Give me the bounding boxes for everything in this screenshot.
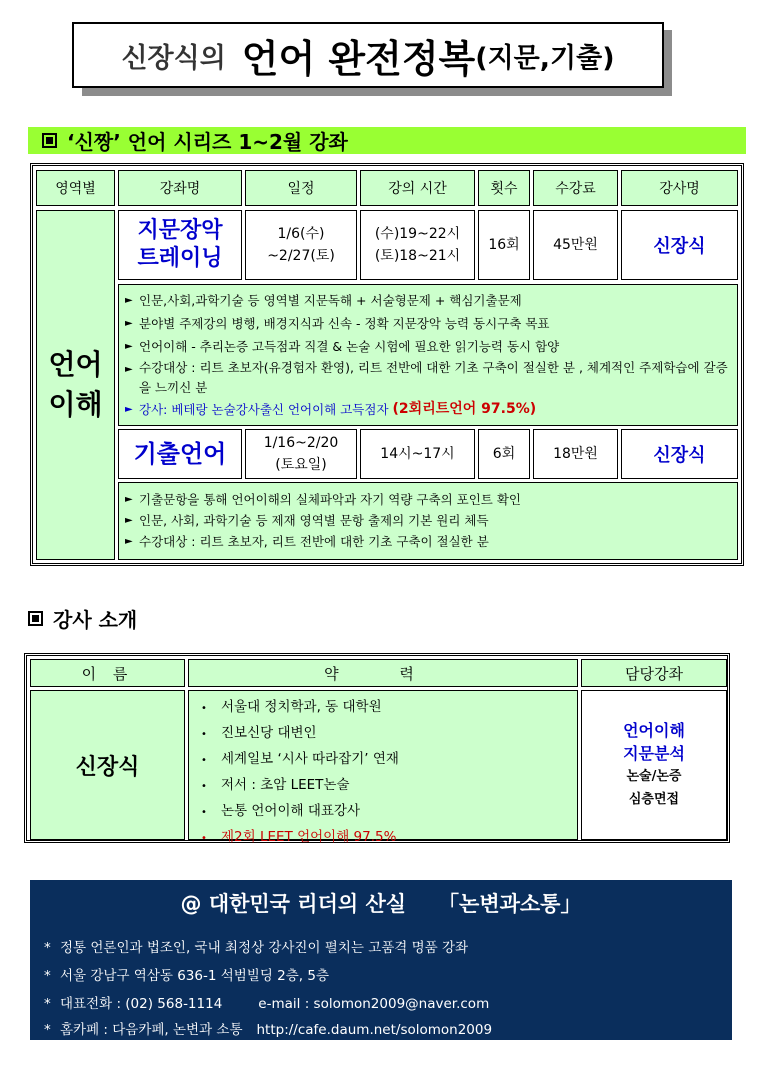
course2-description <box>118 482 738 560</box>
course2-count: 6회 <box>478 429 530 479</box>
course2-time: 14시~17시 <box>360 429 475 479</box>
asterisk-icon: * <box>44 996 51 1012</box>
area-line2: 이해 <box>48 388 103 421</box>
course1-time-cell <box>360 210 475 280</box>
header-name: 이 름 <box>30 659 185 687</box>
header-schedule: 일정 <box>245 170 357 206</box>
instructor-heading <box>28 604 137 633</box>
footer-line: * 서울 강남구 역삼동 636-1 석범빌딩 2층, 5층 <box>44 968 330 984</box>
title-suffix: (지문,기출) <box>475 42 615 74</box>
square-bullet-icon <box>42 133 57 148</box>
footer-cafe-url[interactable]: http://cafe.daum.net/solomon2009 <box>256 1022 493 1038</box>
list-item: • 서울대 정치학과, 동 대학원 <box>201 699 382 715</box>
arrow-bullet-icon: ► <box>125 295 133 306</box>
course-table <box>30 163 744 566</box>
instructor-table <box>24 653 730 843</box>
subject-item: 언어이해 <box>623 721 685 740</box>
title-prefix: 신장식의 <box>121 42 226 74</box>
footer-phone: 대표전화 : (02) 568-1114 <box>60 996 223 1012</box>
footer-title-brand: 「논변과소통」 <box>438 892 582 916</box>
header-time: 강의 시간 <box>360 170 475 206</box>
course1-time-line2: (토)18~21시 <box>374 248 461 264</box>
header-fee: 수강료 <box>533 170 618 206</box>
list-item: ► 기출문항을 통해 언어이해의 실체파악과 자기 역량 구축의 포인트 확인 <box>125 489 731 510</box>
arrow-bullet-icon: ► <box>125 494 133 505</box>
list-item: • 세계일보 ‘시사 따라잡기’ 연재 <box>201 751 399 767</box>
series-heading-text: ‘신짱’ 언어 시리즈 1~2월 강좌 <box>67 130 348 154</box>
lecturer-note: ► 강사: 베테랑 논술강사출신 언어이해 고득점자 (2회리트언어 97.5%) <box>125 398 731 421</box>
asterisk-icon: * <box>44 1022 51 1038</box>
header-area: 영역별 <box>36 170 115 206</box>
header-count: 횟수 <box>478 170 530 206</box>
page-title <box>72 22 664 88</box>
course1-schedule-line1: 1/6(수) <box>277 226 325 242</box>
footer-cafe: 홈카페 : 다음카페, 논변과 소통 <box>60 1022 243 1038</box>
list-item: ► 수강대상 : 리트 초보자, 리트 전반에 대한 기초 구축이 절실한 분 <box>125 531 731 552</box>
arrow-bullet-icon: ► <box>125 318 133 329</box>
instructor-heading-text: 강사 소개 <box>53 608 138 632</box>
list-item: • 제2회 LEET 언어이해 97.5% <box>201 829 397 845</box>
header-teacher: 강사명 <box>621 170 738 206</box>
footer-email: e-mail : solomon2009@naver.com <box>258 996 490 1012</box>
course1-count: 16회 <box>478 210 530 280</box>
instructor-subjects <box>581 690 727 840</box>
footer-banner <box>30 880 732 1040</box>
arrow-bullet-icon: ► <box>125 364 133 375</box>
list-item: ► 인문, 사회, 과학기술 등 제재 영역별 문항 출제의 기본 원리 체득 <box>125 510 731 531</box>
subject-item: 논술/논증 <box>626 769 682 784</box>
course1-schedule-line2: ~2/27(토) <box>267 248 335 264</box>
lecturer-note-score: (2회리트언어 97.5%) <box>392 401 537 417</box>
square-bullet-icon <box>28 611 43 626</box>
instructor-career <box>188 690 578 845</box>
footer-line <box>44 1018 492 1038</box>
area-line1: 언어 <box>48 348 103 381</box>
footer-line: * 정통 언론인과 법조인, 국내 최정상 강사진이 펼치는 고품격 명품 강좌 <box>44 940 469 956</box>
course2-name: 기출언어 <box>133 440 227 468</box>
course1-fee: 45만원 <box>533 210 618 280</box>
title-main: 언어 완전정복 <box>241 36 476 81</box>
arrow-bullet-icon: ► <box>125 404 133 415</box>
list-item: • 저서 : 초암 LEET논술 <box>201 777 350 793</box>
course2-teacher: 신장식 <box>621 429 738 479</box>
footer-line <box>44 992 489 1012</box>
list-item: • 진보신당 대변인 <box>201 725 317 741</box>
footer-title-main: @ 대한민국 리더의 산실 <box>180 892 407 916</box>
list-item: ► 언어이해 - 추리논증 고득점과 직결 & 논술 시험에 필요한 읽기능력 동시 함양 <box>125 335 731 358</box>
course2-schedule-line1: 1/16~2/20 <box>263 435 339 451</box>
list-item: ► 분야별 주제강의 병행, 배경지식과 신속 - 정확 지문장악 능력 동시구축 목표 <box>125 312 731 335</box>
course1-name-line1: 지문장악 <box>137 218 223 243</box>
arrow-bullet-icon: ► <box>125 341 133 352</box>
course1-schedule-cell <box>245 210 357 280</box>
header-career: 약 력 <box>188 659 578 687</box>
instructor-name: 신장식 <box>30 690 185 840</box>
asterisk-icon: * <box>44 968 51 984</box>
list-item: • 논통 언어이해 대표강사 <box>201 803 360 819</box>
subject-item: 심층면접 <box>628 792 680 807</box>
course1-time-line1: (수)19~22시 <box>374 226 461 242</box>
subject-item: 지문분석 <box>623 744 685 763</box>
course1-teacher: 신장식 <box>621 210 738 280</box>
course2-schedule-line2: (토요일) <box>275 457 327 473</box>
course1-name-cell <box>118 210 242 280</box>
course2-fee: 18만원 <box>533 429 618 479</box>
header-course-name: 강좌명 <box>118 170 242 206</box>
course1-description <box>118 284 738 426</box>
asterisk-icon: * <box>44 940 51 956</box>
list-item: ► 수강대상 : 리트 초보자(유경험자 환영), 리트 전반에 대한 기초 구축이 절실한 분 , 체계적인 주제학습에 갈증을 느끼신 분 <box>125 358 731 398</box>
arrow-bullet-icon: ► <box>125 536 133 547</box>
arrow-bullet-icon: ► <box>125 515 133 526</box>
series-heading <box>28 127 746 154</box>
footer-title <box>30 888 732 918</box>
area-cell <box>36 210 115 560</box>
course2-schedule-cell <box>245 429 357 479</box>
list-item: ► 인문,사회,과학기술 등 영역별 지문독해 + 서술형문제 + 핵심기출문제 <box>125 289 731 312</box>
course2-name-cell <box>118 429 242 479</box>
header-subjects: 담당강좌 <box>581 659 727 687</box>
course1-name-line2: 트레이닝 <box>137 246 223 271</box>
